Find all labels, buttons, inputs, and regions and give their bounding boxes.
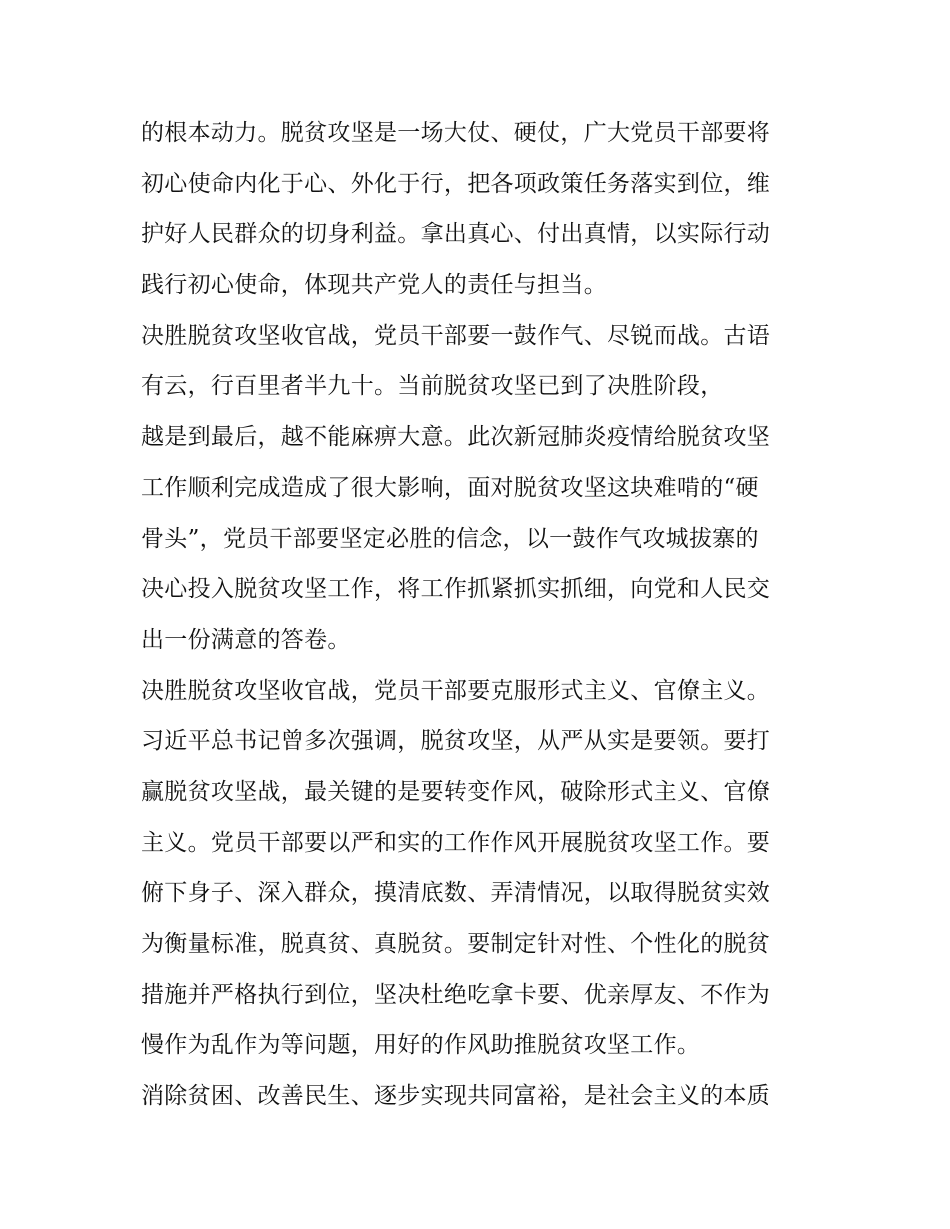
text-line: 俯下身子、深入群众，摸清底数、弄清情况，以取得脱贫实效 [141,880,771,907]
text-line: 护好人民群众的切身利益。拿出真心、付出真情，以实际行动 [141,221,771,248]
text-line: 骨头”，党员干部要坚定必胜的信念，以一鼓作气攻城拔寨的 [141,525,759,552]
text-line: 有云，行百里者半九十。当前脱贫攻坚已到了决胜阶段， [141,373,724,400]
text-line: 工作顺利完成造成了很大影响，面对脱贫攻坚这块难啃的“硬 [141,474,759,501]
text-line: 的根本动力。脱贫攻坚是一场大仗、硬仗，广大党员干部要将 [141,120,771,146]
text-line: 措施并严格执行到位，坚决杜绝吃拿卡要、优亲厚友、不作为 [141,981,771,1008]
text-line: 出一份满意的答卷。 [141,626,351,653]
text-line: 消除贫困、改善民生、逐步实现共同富裕，是社会主义的本质 [141,1083,771,1110]
text-line: 决胜脱贫攻坚收官战，党员干部要克服形式主义、官僚主义。 [141,677,771,704]
text-line: 为衡量标准，脱真贫、真脱贫。要制定针对性、个性化的脱贫 [141,931,771,957]
text-line: 决心投入脱贫攻坚工作，将工作抓紧抓实抓细，向党和人民交 [141,576,771,603]
text-line: 赢脱贫攻坚战，最关键的是要转变作风，破除形式主义、官僚 [141,778,771,805]
text-line: 主义。党员干部要以严和实的工作作风开展脱贫攻坚工作。要 [141,829,771,856]
text-line: 习近平总书记曾多次强调，脱贫攻坚，从严从实是要领。要打 [141,728,771,755]
text-line: 初心使命内化于心、外化于行，把各项政策任务落实到位，维 [141,170,771,197]
text-line: 践行初心使命，体现共产党人的责任与担当。 [141,272,607,299]
text-line: 慢作为乱作为等问题，用好的作风助推脱贫攻坚工作。 [141,1032,701,1059]
text-line: 越是到最后，越不能麻痹大意。此次新冠肺炎疫情给脱贫攻坚 [141,424,771,451]
text-line: 决胜脱贫攻坚收官战，党员干部要一鼓作气、尽锐而战。古语 [141,322,771,349]
document-body [141,108,821,1122]
